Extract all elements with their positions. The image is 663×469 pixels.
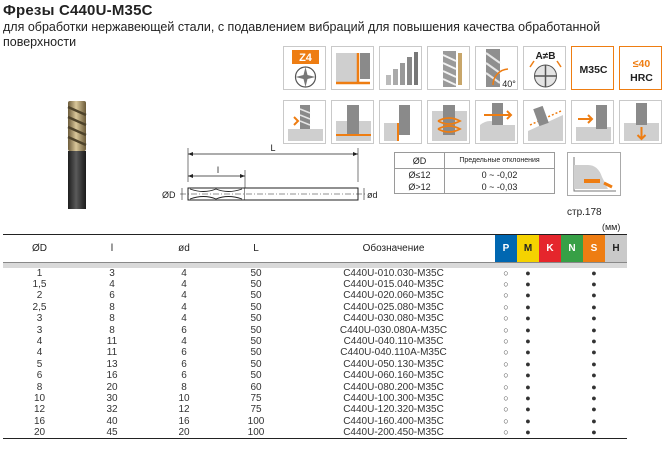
cell-material-N [561,404,583,415]
operation-icons-row [283,100,662,144]
cell-material-K [539,427,561,439]
tolerance-cell: Ø≤12 [395,169,445,182]
cell-l: 11 [106,336,118,348]
cell-D: 2 [36,290,43,302]
cell-material-M: ● [525,336,531,347]
profile-milling-icon [475,100,518,144]
table-row [3,324,627,335]
cell-material-N [561,290,583,301]
z4-flutes-icon [283,46,326,90]
cell-material-P: ○ [503,347,509,358]
cell-L: 50 [250,358,262,370]
cell-d: 16 [178,415,190,427]
cell-material-K [539,336,561,347]
cell-code: C440U-100.300-M35C [343,392,444,404]
plunge-milling-icon [283,100,326,144]
material-M-header: M [517,235,539,263]
cell-material-S: ● [591,324,597,335]
col-header-D: ØD [3,235,76,263]
cell-material-H [605,381,627,392]
cell-material-K [539,359,561,370]
cell-code: C440U-080.200-M35C [343,381,444,393]
cell-material-K [539,302,561,313]
cell-material-S: ● [591,381,597,392]
cell-L: 75 [250,392,262,404]
side-milling-icon [379,100,422,144]
page-reference: стр.178 [567,207,602,218]
cell-material-M: ● [525,290,531,301]
ramping-icon [523,100,566,144]
hardness-icon [619,46,662,90]
col-header-l: l [76,235,148,263]
cell-L: 75 [250,404,262,416]
table-row [3,268,627,279]
cell-material-H [605,290,627,301]
tolerance-header-d: ØD [395,153,445,169]
cell-material-N [561,370,583,381]
cell-material-N [561,324,583,335]
cell-material-M: ● [517,427,539,439]
unit-label: (мм) [602,222,621,232]
cell-material-H [605,279,627,290]
cell-material-N [561,359,583,370]
cell-material-K [539,404,561,415]
material-H-header: H [605,235,627,263]
cell-L: 50 [250,267,262,279]
cell-material-P: ○ [503,370,509,381]
drawing-d-label: ød [367,190,378,200]
cell-material-M: ● [525,301,531,312]
tolerance-cell: Ø>12 [395,181,445,194]
table-row [3,336,627,347]
drawing-D-label: ØD [162,190,176,200]
cell-material-H [605,313,627,324]
cell-l: 11 [106,347,118,359]
cell-material-N [561,347,583,358]
cell-l: 13 [106,358,118,370]
cell-l: 4 [109,279,115,291]
cell-l: 16 [106,370,118,382]
cell-material-P: ○ [503,324,509,335]
table-row [3,359,627,370]
material-m35c-icon [571,46,614,90]
cell-material-P: ○ [495,427,517,439]
cell-material-K [539,279,561,290]
cell-D: 16 [33,415,46,427]
drawing-l-label: l [217,165,219,175]
cell-L: 50 [250,290,262,302]
material-N-header: N [561,235,583,263]
cell-d: 6 [181,347,187,359]
cell-material-S: ● [591,358,597,369]
drilling-icon [619,100,662,144]
cell-D: 5 [36,358,43,370]
end-mill-photo [66,101,88,209]
cell-code: C440U-030.080A-M35C [339,324,448,336]
tolerance-header-dev: Предельные отклонения [445,153,555,169]
table-row [3,302,627,313]
cell-material-P: ○ [503,404,509,415]
cell-L: 50 [250,324,262,336]
cell-D: 1 [36,267,43,279]
cell-l: 45 [76,427,148,439]
cell-material-K [539,381,561,392]
cell-material-M: ● [525,392,531,403]
cell-material-M: ● [525,267,531,278]
cell-l: 8 [109,301,115,313]
cell-material-S: ● [591,415,597,426]
cell-code: C440U-040.110-M35C [343,336,444,348]
material-K-header: K [539,235,561,263]
cell-material-P: ○ [503,336,509,347]
cell-code: C440U-025.080-M35C [343,301,444,313]
cell-d: 6 [181,324,187,336]
cell-D: 12 [33,404,46,416]
vibration-icon [379,46,422,90]
cell-D: 3 [36,313,43,325]
cell-material-S: ● [591,290,597,301]
cell-material-N [561,416,583,427]
table-row [3,370,627,381]
shoulder-milling-icon [571,100,614,144]
cell-d: 8 [181,381,187,393]
cell-material-M: ● [525,313,531,324]
table-row [3,290,627,301]
coating-icon [427,46,470,90]
cell-material-N [561,427,583,439]
cell-code: C440U-040.110A-M35C [340,347,447,359]
cell-L: 50 [250,347,262,359]
page-subtitle: для обработки нержавеющей стали, с подавлением вибраций для повышения качества обработанной поверхности [3,20,601,49]
slot-milling-icon [331,100,374,144]
cell-material-K [539,313,561,324]
cell-L: 50 [250,370,262,382]
cell-material-H [605,324,627,335]
cell-D: 4 [36,347,43,359]
cell-material-M: ● [525,279,531,290]
helix-angle-label: 40° [502,79,516,89]
cell-d: 6 [181,370,187,382]
drawing-L-label: L [270,143,276,153]
cell-l: 3 [109,267,115,279]
cell-material-K [539,268,561,279]
col-header-L: L [220,235,292,263]
cell-material-S: ● [591,313,597,324]
cell-d: 4 [181,313,187,325]
table-row [3,313,627,324]
cell-L: 50 [250,279,262,291]
cell-d: 10 [178,392,190,404]
cell-code: C440U-010.030-M35C [343,267,444,279]
cell-material-K [539,324,561,335]
cell-code: C440U-060.160-M35C [343,370,444,382]
cell-L: 50 [250,301,262,313]
unequal-pitch-label: A≠B [535,51,556,62]
cell-material-P: ○ [503,301,509,312]
cell-material-S: ● [591,404,597,415]
cell-material-N [561,313,583,324]
cell-D: 8 [36,381,43,393]
cell-material-H [605,336,627,347]
cell-d: 4 [181,301,187,313]
cell-material-M: ● [525,358,531,369]
feature-icons-row [283,46,662,90]
cell-material-K [539,290,561,301]
cell-L: 50 [250,336,262,348]
cell-material-N [561,393,583,404]
cell-l: 6 [109,290,115,302]
unequal-pitch-icon [523,46,566,90]
cell-d: 4 [181,279,187,291]
cell-material-M: ● [525,347,531,358]
cell-material-S: ● [591,336,597,347]
cell-material-S: ● [591,370,597,381]
table-row [3,404,627,415]
cell-material-P: ○ [503,279,509,290]
cell-L: 60 [250,381,262,393]
cell-d: 6 [181,358,187,370]
cell-d: 4 [181,336,187,348]
cell-material-M: ● [525,404,531,415]
cell-material-P: ○ [503,415,509,426]
cell-material-K [539,347,561,358]
page-title: Фрезы C440U-M35C [3,2,153,19]
cell-material-N [561,381,583,392]
cell-material-H [605,393,627,404]
cell-material-P: ○ [503,290,509,301]
cell-l: 20 [106,381,118,393]
cell-material-S: ● [591,347,597,358]
cell-material-S: ● [583,427,605,439]
square-corner-icon [331,46,374,90]
material-S-header: S [583,235,605,263]
z4-label: Z4 [299,52,312,64]
cell-D: 1,5 [32,279,47,291]
cell-material-P: ○ [503,392,509,403]
cell-D: 6 [36,370,43,382]
cell-material-H [605,427,627,439]
cell-material-S: ● [591,392,597,403]
cell-L: 50 [250,313,262,325]
cell-D: 2,5 [32,301,47,313]
table-row [3,381,627,392]
technical-drawing [160,142,380,222]
cell-material-K [539,370,561,381]
cell-L: 100 [247,415,265,427]
hardness-unit: HRC [630,72,653,84]
cell-d: 4 [181,267,187,279]
cell-material-H [605,302,627,313]
tolerance-cell: 0 ~ -0,02 [445,169,555,182]
table-row [3,347,627,358]
hardness-value: ≤40 [632,58,651,70]
table-row [3,279,627,290]
cell-code: C440U-030.080-M35C [343,313,444,325]
cell-material-M: ● [525,370,531,381]
cell-material-N [561,302,583,313]
cell-code: C440U-020.060-M35C [343,290,444,302]
cell-D: 3 [36,324,43,336]
cell-material-P: ○ [503,358,509,369]
cutting-data-graph-icon [567,152,621,196]
product-table [3,234,627,439]
cell-material-H [605,370,627,381]
cell-l: 8 [109,324,115,336]
table-row [3,393,627,404]
col-header-d: ød [148,235,220,263]
cell-code: C440U-015.040-M35C [343,279,444,291]
material-P-header: P [495,235,517,263]
cell-material-N [561,336,583,347]
cell-material-H [605,416,627,427]
cell-d: 4 [181,290,187,302]
cell-material-M: ● [525,324,531,335]
table-row [3,427,627,439]
cell-material-H [605,404,627,415]
cell-D: 20 [3,427,76,439]
cell-d: 12 [178,404,190,416]
table-row [3,416,627,427]
col-header-code: Обозначение [292,235,495,263]
cell-material-P: ○ [503,267,509,278]
cell-L: 100 [220,427,292,439]
cell-material-H [605,359,627,370]
cell-code: C440U-050.130-M35C [343,358,444,370]
cell-l: 8 [109,313,115,325]
cell-l: 30 [106,392,118,404]
cell-material-M: ● [525,381,531,392]
tolerance-table [394,152,555,194]
cell-d: 20 [148,427,220,439]
tolerance-cell: 0 ~ -0,03 [445,181,555,194]
cell-material-H [605,347,627,358]
helical-milling-icon [427,100,470,144]
cell-material-S: ● [591,279,597,290]
cell-material-K [539,393,561,404]
cell-material-S: ● [591,267,597,278]
cell-material-M: ● [525,415,531,426]
cell-D: 10 [33,392,46,404]
cell-D: 4 [36,336,43,348]
cell-code: C440U-160.400-M35C [343,415,444,427]
helix-angle-icon [475,46,518,90]
cell-l: 32 [106,404,118,416]
cell-material-P: ○ [503,381,509,392]
cell-code: C440U-120.320-M35C [343,404,444,416]
cell-code: C440U-200.450-M35C [292,427,495,439]
cell-material-N [561,268,583,279]
cell-material-N [561,279,583,290]
cell-material-K [539,416,561,427]
cell-l: 40 [106,415,118,427]
cell-material-P: ○ [503,313,509,324]
material-m35c-label: M35C [579,64,608,76]
cell-material-H [605,268,627,279]
cell-material-S: ● [591,301,597,312]
